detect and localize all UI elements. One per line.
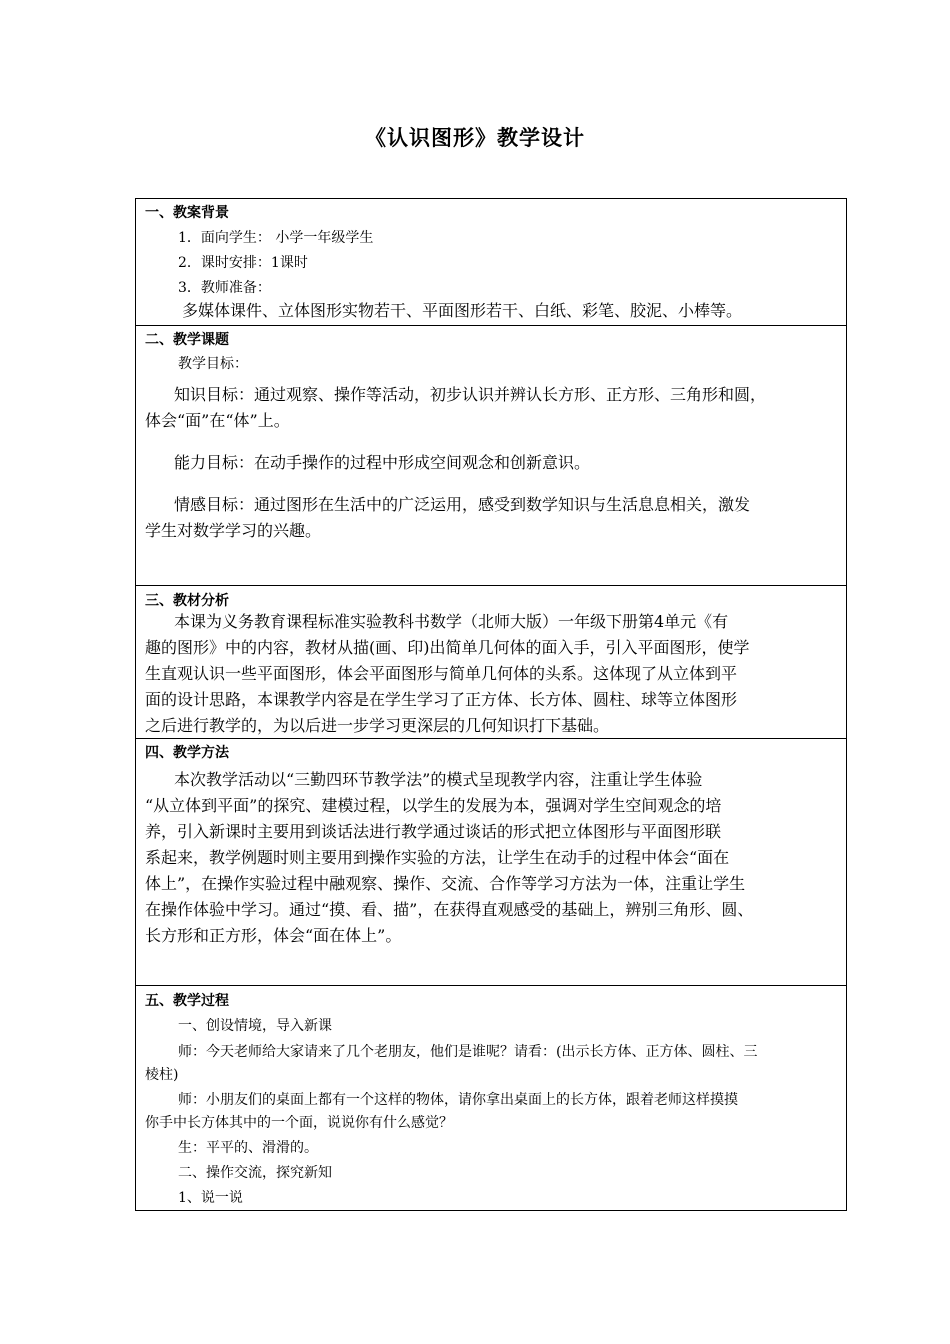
text-line: 1、说一说 [178,1190,243,1206]
section-heading: 三、教材分析 [145,593,229,609]
section-heading: 一、教案背景 [145,205,229,221]
text-line: 本课为义务教育课程标准实验教科书数学（北师大版）一年级下册第4单元《有 [174,612,729,631]
text-line: 2．课时安排：1课时 [178,255,308,271]
text-line: 之后进行教学的，为以后进一步学习更深层的几何知识打下基础。 [145,716,610,735]
text-line: 棱柱) [145,1067,179,1083]
section-heading: 四、教学方法 [145,745,229,761]
section-heading: 二、教学课题 [145,332,229,348]
text-line: 能力目标：在动手操作的过程中形成空间观念和创新意识。 [174,453,591,472]
text-line: “从立体到平面”的探究、建模过程，以学生的发展为本，强调对学生空间观念的培 [145,796,722,815]
text-line: 体会“面”在“体”上。 [145,411,290,430]
section-heading: 五、教学过程 [145,993,229,1009]
section-teaching-method [136,739,846,986]
text-line: 本次教学活动以“三勤四环节教学法”的模式呈现教学内容，注重让学生体验 [174,770,703,789]
section-material-analysis [136,586,846,739]
text-line: 体上”，在操作实验过程中融观察、操作、交流、合作等学习方法为一体，注重让学生 [145,874,746,893]
text-line: 长方形和正方形，体会“面在体上”。 [145,926,402,945]
text-line: 师：今天老师给大家请来了几个老朋友，他们是谁呢？请看：(出示长方体、正方体、圆柱、三 [178,1044,758,1060]
text-line: 情感目标：通过图形在生活中的广泛运用，感受到数学知识与生活息息相关，激发 [174,495,751,514]
lesson-plan-table [135,198,847,1211]
text-line: 养，引入新课时主要用到谈话法进行教学通过谈话的形式把立体图形与平面图形联 [145,822,722,841]
document-title: 《认识图形》教学设计 [365,125,585,150]
text-line: 学生对数学学习的兴趣。 [145,521,322,540]
text-line: 多媒体课件、立体图形实物若干、平面图形若干、白纸、彩笔、胶泥、小棒等。 [182,301,743,320]
text-line: 系起来，教学例题时则主要用到操作实验的方法，让学生在动手的过程中体会“面在 [145,848,730,867]
text-line: 一、创设情境，导入新课 [178,1018,332,1034]
text-line: 趣的图形》中的内容，教材从描(画、印)出简单几何体的面入手，引入平面图形，使学 [145,638,750,657]
text-line: 知识目标：通过观察、操作等活动，初步认识并辨认长方形、正方形、三角形和圆， [174,385,767,404]
text-line: 教学目标： [178,356,248,372]
text-line: 师：小朋友们的桌面上都有一个这样的物体，请你拿出桌面上的长方体，跟着老师这样摸摸 [178,1092,738,1108]
section-topic [136,326,846,586]
text-line: 二、操作交流，探究新知 [178,1165,332,1181]
section-background [136,199,846,326]
text-line: 你手中长方体其中的一个面，说说你有什么感觉？ [145,1115,453,1131]
text-line: 面的设计思路，本课教学内容是在学生学习了正方体、长方体、圆柱、球等立体图形 [145,690,738,709]
section-teaching-process [136,986,846,1210]
text-line: 生：平平的、滑滑的。 [178,1140,318,1156]
text-line: 3．教师准备： [178,280,271,296]
text-line: 1．面向学生： 小学一年级学生 [178,230,374,246]
text-line: 生直观认识一些平面图形，体会平面图形与简单几何体的头系。这体现了从立体到平 [145,664,738,683]
text-line: 在操作体验中学习。通过“摸、看、描”，在获得直观感受的基础上，辨别三角形、圆、 [145,900,754,919]
